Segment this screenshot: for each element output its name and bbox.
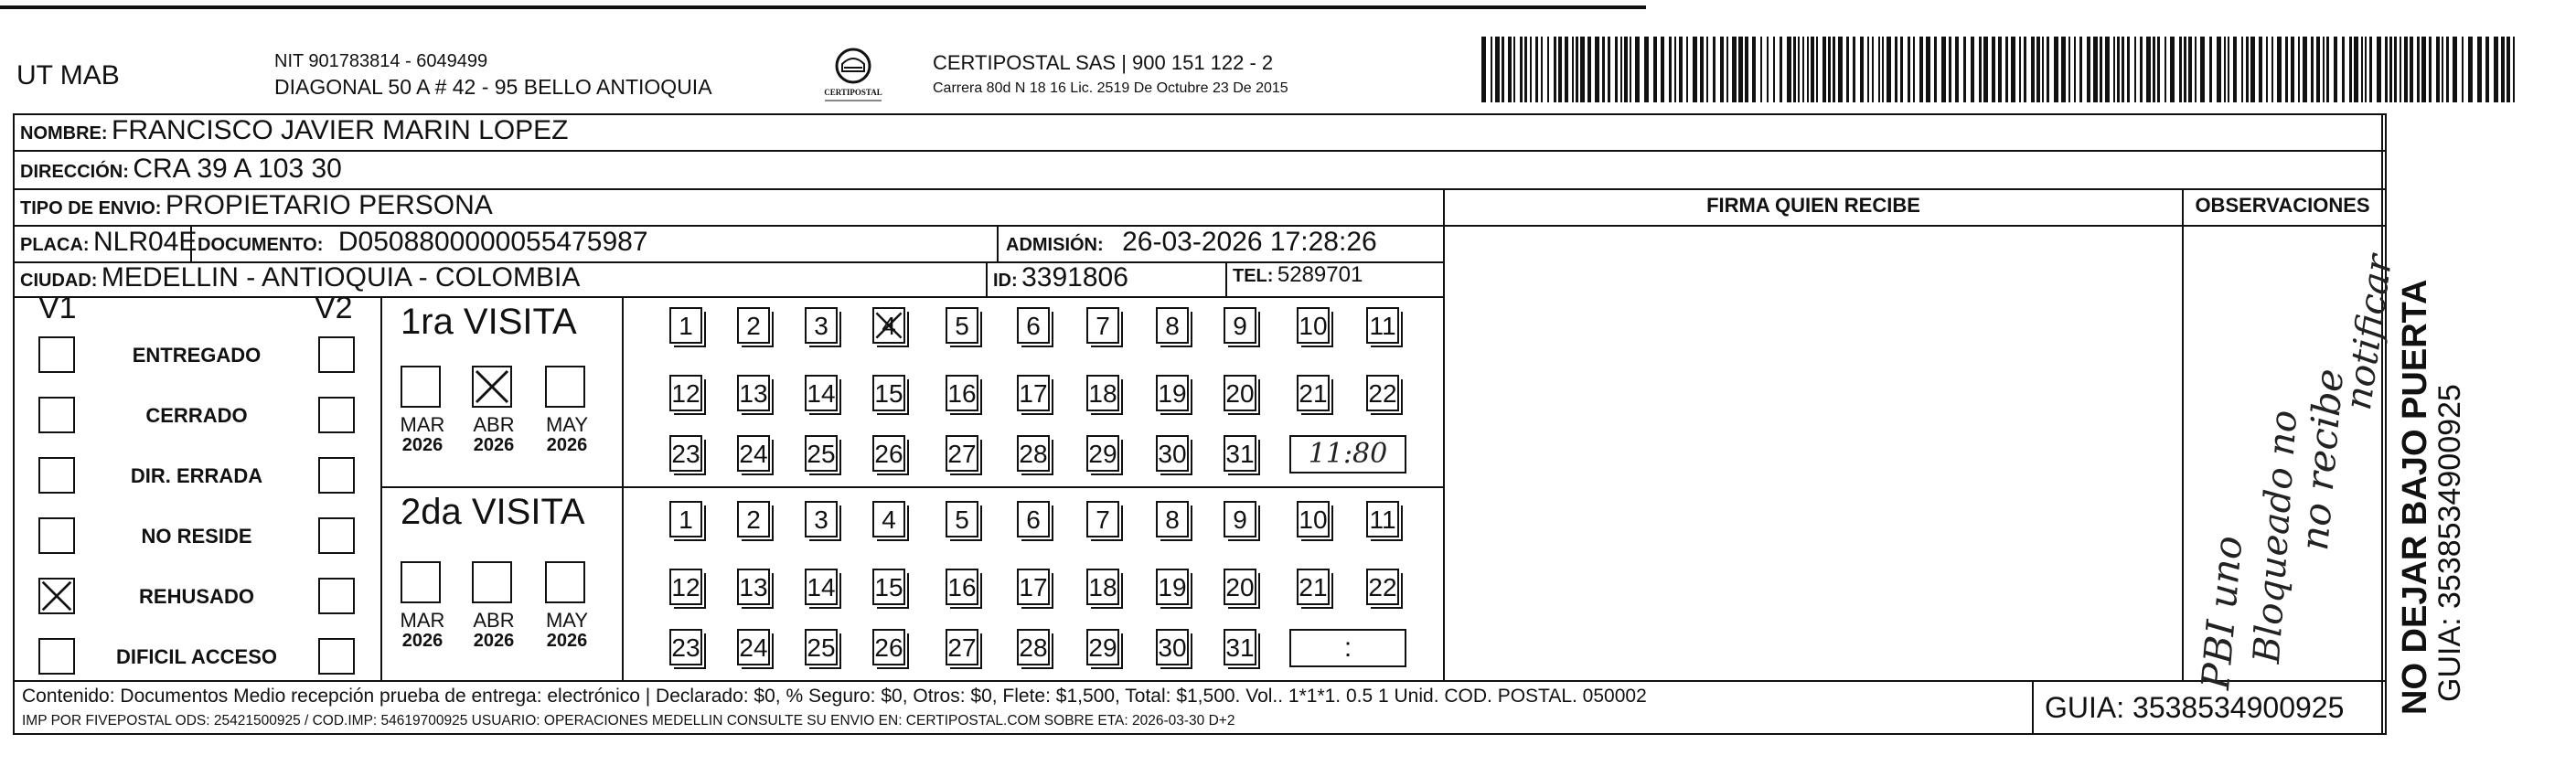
tel-value: 5289701 xyxy=(1277,262,1363,287)
signature-area[interactable] xyxy=(1447,227,2180,678)
visita1-day-number: 28 xyxy=(1019,440,1048,468)
handwriting-no-recibe: no recibe xyxy=(2292,367,2353,553)
visita1-day-number: 3 xyxy=(814,312,828,340)
visita1-day-25[interactable] xyxy=(805,435,838,472)
visita2-month-label-2: ABR xyxy=(473,609,515,632)
visita2-day-number: 12 xyxy=(671,573,700,601)
visita1-day-20[interactable] xyxy=(1224,375,1256,411)
nombre-value: FRANCISCO JAVIER MARIN LOPEZ xyxy=(112,115,569,145)
visita1-month-label-1: MAR xyxy=(400,413,445,436)
visita2-day-number: 20 xyxy=(1225,573,1255,601)
handwriting-pbi: PBI uno xyxy=(2193,534,2251,692)
visita2-day-26[interactable] xyxy=(872,629,905,665)
visita2-day-12[interactable] xyxy=(669,569,702,605)
visita2-day-number: 19 xyxy=(1158,573,1187,601)
visita2-day-number: 8 xyxy=(1165,505,1180,534)
visita2-day-number: 5 xyxy=(955,505,969,534)
visita2-time-box[interactable] xyxy=(1289,629,1406,667)
visita2-day-number: 24 xyxy=(739,633,768,662)
visita1-day-number: 4 xyxy=(882,312,896,340)
v2-checkbox-1[interactable] xyxy=(318,336,355,373)
visita2-day-30[interactable] xyxy=(1156,629,1189,665)
visita2-day-number: 30 xyxy=(1158,633,1187,662)
visita1-day-12[interactable] xyxy=(669,375,702,411)
status-label-4: NO RESIDE xyxy=(141,525,252,548)
visita1-month-box-3[interactable] xyxy=(545,366,585,408)
id-row xyxy=(993,262,1128,293)
admision-label: ADMISIÓN: xyxy=(1006,235,1104,255)
visita2-day-number: 21 xyxy=(1299,573,1328,601)
visita2-day-23[interactable] xyxy=(669,629,702,665)
ciudad-label: CIUDAD: xyxy=(20,271,98,291)
visita1-month-label-2: ABR xyxy=(473,413,515,436)
visita1-day-number: 22 xyxy=(1368,379,1397,408)
visita1-day-number: 2 xyxy=(746,312,761,340)
visita2-day-number: 22 xyxy=(1368,573,1397,601)
visita1-day-16[interactable] xyxy=(946,375,978,411)
visita1-day-number: 8 xyxy=(1165,312,1180,340)
visita2-day-15[interactable] xyxy=(872,569,905,605)
ciudad-row xyxy=(20,262,580,293)
status-label-6: DIFICIL ACCESO xyxy=(115,645,277,668)
ciudad-value: MEDELLIN - ANTIOQUIA - COLOMBIA xyxy=(101,262,581,293)
documento-value: D050880000005547598​7 xyxy=(337,227,648,257)
visita2-month-label-1: MAR xyxy=(400,609,445,632)
visita1-day-21[interactable] xyxy=(1297,375,1330,411)
visita1-day-number: 30 xyxy=(1158,440,1187,468)
visita1-day-26[interactable] xyxy=(872,435,905,472)
visita1-day-number: 23 xyxy=(671,440,700,468)
visita2-title: 2da VISITA xyxy=(401,492,585,532)
imp-text: IMP POR FIVEPOSTAL ODS: 25421500925 / COD.IMP: 54619700925 USUARIO: OPERACIONES MEDELLIN CONSULTE SU ENVIO EN: CERTIPOSTAL.COM SOBRE ETA: 2026-03-30 D+2 xyxy=(22,713,1235,729)
visita1-day-14[interactable] xyxy=(805,375,838,411)
visita1-day-number: 21 xyxy=(1299,379,1328,408)
visita1-day-31[interactable] xyxy=(1224,435,1256,472)
visita1-day-number: 27 xyxy=(947,440,977,468)
visita1-day-4[interactable] xyxy=(872,307,905,344)
visita1-day-number: 17 xyxy=(1019,379,1048,408)
visita2-day-27[interactable] xyxy=(946,629,978,665)
visita1-day-8[interactable] xyxy=(1156,307,1189,344)
visita2-day-number: 10 xyxy=(1299,505,1328,534)
status-label-3: DIR. ERRADA xyxy=(130,464,263,487)
visita2-day-number: 23 xyxy=(671,633,700,662)
visita1-day-19[interactable] xyxy=(1156,375,1189,411)
footer-guia: GUIA: 3538534900925 xyxy=(2045,691,2345,724)
visita2-day-13[interactable] xyxy=(737,569,770,605)
placa-label: PLACA: xyxy=(20,235,90,255)
visita2-day-number: 18 xyxy=(1088,573,1117,601)
v2-checkbox-5[interactable] xyxy=(318,578,355,614)
sender-address: DIAGONAL 50 A # 42 - 95 BELLO ANTIOQUIA xyxy=(274,75,712,99)
visita1-day-9[interactable] xyxy=(1224,307,1256,344)
visita1-day-28[interactable] xyxy=(1017,435,1050,472)
visita2-day-19[interactable] xyxy=(1156,569,1189,605)
direccion-row xyxy=(20,154,342,185)
visita2-day-6[interactable] xyxy=(1017,501,1050,537)
status-label-5: REHUSADO xyxy=(139,585,254,608)
visita1-day-15[interactable] xyxy=(872,375,905,411)
visita1-day-number: 11 xyxy=(1369,312,1396,340)
visita1-day-11[interactable] xyxy=(1366,307,1399,344)
handwriting-bloqueado: Bloqueado no xyxy=(2246,409,2306,665)
visita1-day-24[interactable] xyxy=(737,435,770,472)
visita1-day-13[interactable] xyxy=(737,375,770,411)
certipostal-logo xyxy=(818,44,889,106)
contenido-text: Contenido: Documentos Medio recepción prueba de entrega: electrónico | Declarado: $0, % Seguro: $0, Otros: $0, Flete: $1,500, Total: $1,500. Vol.. 1*1*1. 0.5 1 Unid. COD. POSTAL. 050002 xyxy=(22,686,1647,707)
visita1-day-2[interactable] xyxy=(737,307,770,344)
visita2-day-31[interactable] xyxy=(1224,629,1256,665)
v2-checkbox-2[interactable] xyxy=(318,397,355,433)
visita1-day-10[interactable] xyxy=(1297,307,1330,344)
v1-checkbox-6[interactable] xyxy=(38,638,75,675)
tipo-value: PROPIETARIO PERSONA xyxy=(165,190,493,220)
visita1-month-box-2[interactable] xyxy=(472,366,512,408)
observaciones-header: OBSERVACIONES xyxy=(2195,194,2370,217)
visita1-day-18[interactable] xyxy=(1086,375,1119,411)
visita1-day-number: 20 xyxy=(1225,379,1255,408)
nit: NIT 901783814 - 6049499 xyxy=(274,51,488,71)
visita1-day-number: 10 xyxy=(1299,312,1328,340)
status-label-1: ENTREGADO xyxy=(132,344,262,367)
handwriting-notificar: notificar xyxy=(2337,251,2401,413)
visita2-month-box-1[interactable] xyxy=(401,561,441,603)
visita2-day-1[interactable] xyxy=(669,501,702,537)
visita1-day-1[interactable] xyxy=(669,307,702,344)
visita2-day-number: 27 xyxy=(947,633,977,662)
visita2-day-14[interactable] xyxy=(805,569,838,605)
direccion-label: DIRECCIÓN: xyxy=(20,162,129,182)
visita1-day-number: 12 xyxy=(671,379,700,408)
visita1-day-number: 15 xyxy=(874,379,903,408)
tipo-row xyxy=(20,190,493,221)
company-name: UT MAB xyxy=(16,60,120,90)
v1-checkbox-5[interactable] xyxy=(38,578,75,614)
visita2-day-29[interactable] xyxy=(1086,629,1119,665)
id-value: 3391806 xyxy=(1021,262,1128,293)
visita1-day-5[interactable] xyxy=(946,307,978,344)
v1-checkbox-1[interactable] xyxy=(38,336,75,373)
tipo-label: TIPO DE ENVIO: xyxy=(20,198,162,218)
visita1-day-number: 1 xyxy=(679,312,693,340)
visita2-day-number: 9 xyxy=(1233,505,1247,534)
visita2-day-number: 2 xyxy=(746,505,761,534)
v1-header: V1 xyxy=(38,291,77,325)
visita1-day-number: 6 xyxy=(1026,312,1041,340)
visita1-day-17[interactable] xyxy=(1017,375,1050,411)
visita2-day-number: 28 xyxy=(1019,633,1048,662)
visita2-month-box-2[interactable] xyxy=(472,561,512,603)
tel-row xyxy=(1233,262,1363,288)
visita2-year-label-2: 2026 xyxy=(473,631,515,651)
visita2-day-16[interactable] xyxy=(946,569,978,605)
visita2-day-number: 11 xyxy=(1369,505,1396,534)
v2-header: V2 xyxy=(315,291,353,325)
visita1-day-number: 14 xyxy=(807,379,836,408)
no-dejar-text: NO DEJAR BAJO PUERTA xyxy=(2396,279,2434,715)
visita2-day-8[interactable] xyxy=(1156,501,1189,537)
visita2-day-number: 14 xyxy=(807,573,836,601)
visita1-title: 1ra VISITA xyxy=(401,302,577,342)
visita1-day-number: 7 xyxy=(1096,312,1110,340)
tel-label: TEL: xyxy=(1233,266,1274,286)
v1-checkbox-3[interactable] xyxy=(38,457,75,494)
visita2-year-label-3: 2026 xyxy=(546,631,588,651)
visita2-day-number: 25 xyxy=(807,633,836,662)
visita2-day-7[interactable] xyxy=(1086,501,1119,537)
visita2-day-number: 13 xyxy=(739,573,768,601)
placa-value: NLR04E xyxy=(93,227,198,257)
visita2-day-2[interactable] xyxy=(737,501,770,537)
documento-label: DOCUMENTO: xyxy=(198,235,324,255)
visita2-day-25[interactable] xyxy=(805,629,838,665)
visita2-day-5[interactable] xyxy=(946,501,978,537)
nombre-row xyxy=(20,115,569,146)
visita2-day-21[interactable] xyxy=(1297,569,1330,605)
visita1-day-number: 13 xyxy=(739,379,768,408)
visita1-month-box-1[interactable] xyxy=(401,366,441,408)
barcode xyxy=(1481,37,2524,102)
visita1-day-number: 25 xyxy=(807,440,836,468)
visita2-day-number: 1 xyxy=(679,505,693,534)
visita2-day-4[interactable] xyxy=(872,501,905,537)
visita2-day-number: 4 xyxy=(882,505,896,534)
admision-row xyxy=(1006,227,1377,258)
visita2-day-17[interactable] xyxy=(1017,569,1050,605)
visita2-day-number: 3 xyxy=(814,505,828,534)
visita1-day-3[interactable] xyxy=(805,307,838,344)
visita2-day-number: 29 xyxy=(1088,633,1117,662)
visita1-day-number: 5 xyxy=(955,312,969,340)
visita1-day-number: 29 xyxy=(1088,440,1117,468)
visita1-time-box[interactable] xyxy=(1289,435,1406,473)
visita2-day-20[interactable] xyxy=(1224,569,1256,605)
status-label-2: CERRADO xyxy=(145,404,248,427)
visita1-day-6[interactable] xyxy=(1017,307,1050,344)
visita2-day-3[interactable] xyxy=(805,501,838,537)
visita1-day-number: 31 xyxy=(1225,440,1255,468)
visita1-day-27[interactable] xyxy=(946,435,978,472)
visita1-day-number: 16 xyxy=(947,379,977,408)
visita2-day-number: 15 xyxy=(874,573,903,601)
visita2-day-number: 6 xyxy=(1026,505,1041,534)
visita1-year-label-1: 2026 xyxy=(401,435,444,455)
visita1-day-22[interactable] xyxy=(1366,375,1399,411)
visita1-day-number: 24 xyxy=(739,440,768,468)
visita1-day-number: 9 xyxy=(1233,312,1247,340)
visita1-year-label-3: 2026 xyxy=(546,435,588,455)
id-label: ID: xyxy=(993,271,1018,291)
visita2-day-number: 31 xyxy=(1225,633,1255,662)
visita2-day-10[interactable] xyxy=(1297,501,1330,537)
visita2-day-number: 26 xyxy=(874,633,903,662)
firma-header: FIRMA QUIEN RECIBE xyxy=(1706,194,1920,217)
placa-row xyxy=(20,227,197,258)
visita1-time-value: 11:80 xyxy=(1308,438,1388,470)
certipostal-license: Carrera 80d N 18 16 Lic. 2519 De Octubre 23 De 2015 xyxy=(933,80,1288,96)
v2-checkbox-4[interactable] xyxy=(318,517,355,554)
visita2-day-28[interactable] xyxy=(1017,629,1050,665)
direccion-value: CRA 39 A 103 30 xyxy=(133,154,342,184)
visita1-day-30[interactable] xyxy=(1156,435,1189,472)
visita2-day-22[interactable] xyxy=(1366,569,1399,605)
nombre-label: NOMBRE: xyxy=(20,123,108,144)
documento-row xyxy=(198,227,648,258)
visita2-day-18[interactable] xyxy=(1086,569,1119,605)
visita2-year-label-1: 2026 xyxy=(401,631,444,651)
visita2-day-number: 17 xyxy=(1019,573,1048,601)
visita2-day-9[interactable] xyxy=(1224,501,1256,537)
visita2-month-box-3[interactable] xyxy=(545,561,585,603)
top-border xyxy=(0,5,1646,9)
v1-checkbox-4[interactable] xyxy=(38,517,75,554)
v2-checkbox-6[interactable] xyxy=(318,638,355,675)
visita1-day-number: 26 xyxy=(874,440,903,468)
admision-value: 26-03-2026 17:28:26 xyxy=(1122,227,1377,257)
visita1-year-label-2: 2026 xyxy=(473,435,515,455)
svg-text:CERTIPOSTAL: CERTIPOSTAL xyxy=(824,88,882,97)
visita2-month-label-3: MAY xyxy=(545,609,589,632)
visita2-day-11[interactable] xyxy=(1366,501,1399,537)
visita1-day-number: 18 xyxy=(1088,379,1117,408)
visita2-day-24[interactable] xyxy=(737,629,770,665)
visita2-day-number: 16 xyxy=(947,573,977,601)
visita1-day-23[interactable] xyxy=(669,435,702,472)
visita2-time-value: : xyxy=(1343,633,1352,663)
certipostal-nit: CERTIPOSTAL SAS | 900 151 122 - 2 xyxy=(933,51,1274,74)
visita1-month-label-3: MAY xyxy=(545,413,589,436)
v2-checkbox-3[interactable] xyxy=(318,457,355,494)
visita1-day-29[interactable] xyxy=(1086,435,1119,472)
visita1-day-7[interactable] xyxy=(1086,307,1119,344)
visita2-day-number: 7 xyxy=(1096,505,1110,534)
visita1-day-number: 19 xyxy=(1158,379,1187,408)
side-guia-text: GUIA: 3538534900925 xyxy=(2432,384,2467,702)
v1-checkbox-2[interactable] xyxy=(38,397,75,433)
